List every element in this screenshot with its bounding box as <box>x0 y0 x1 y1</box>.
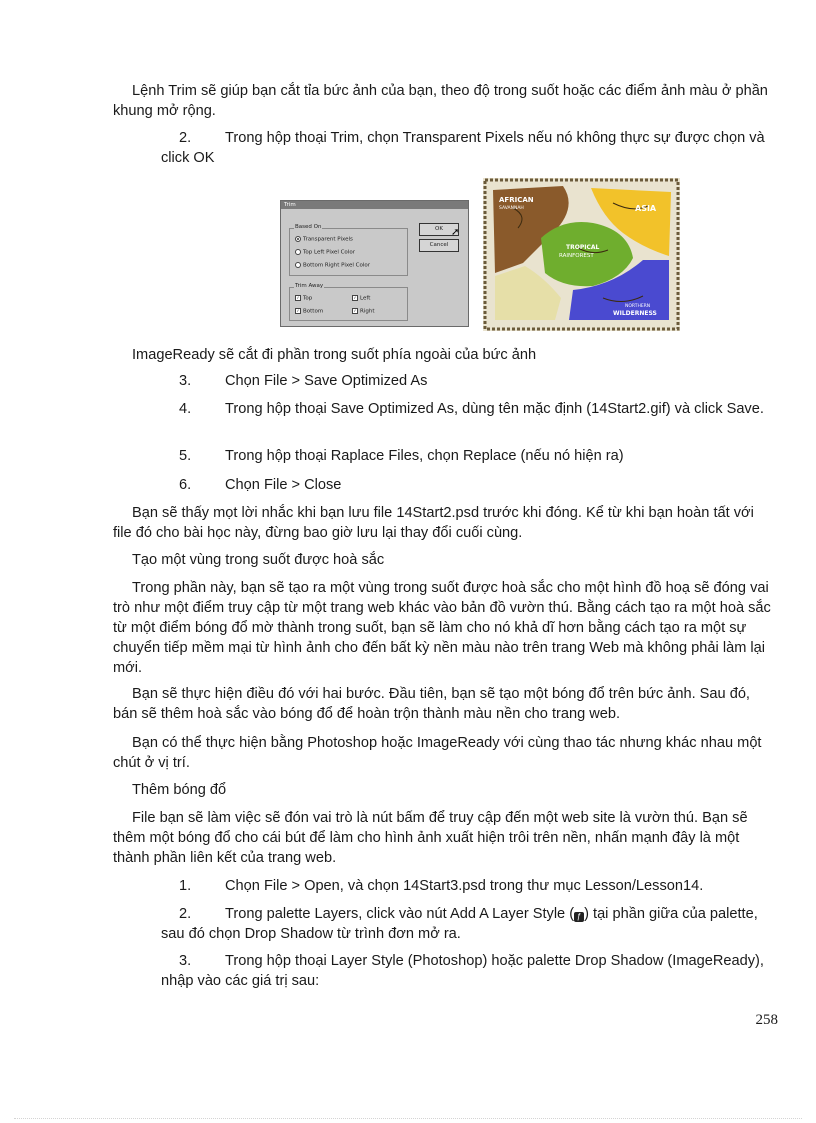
step-1-open: 1. Chọn File > Open, và chọn 14Start3.psd trong thư mục Lesson/Lesson14. <box>179 878 704 894</box>
radio-bottom-right-pixel[interactable]: Bottom Right Pixel Color <box>295 262 370 269</box>
section-heading-transparent: Tạo một vùng trong suốt được hoà sắc <box>132 552 385 568</box>
radio-icon <box>295 236 301 242</box>
map-label-savannah: SAVANNAH <box>499 206 524 211</box>
check-left[interactable]: ✓ Left <box>353 295 371 302</box>
map-label-tropical: TROPICAL <box>566 244 600 251</box>
cancel-button[interactable]: Cancel <box>419 239 459 252</box>
step-3-save-optimized: 3. Chọn File > Save Optimized As <box>179 373 428 389</box>
step-6-close: 6. Chọn File > Close <box>179 477 342 493</box>
map-label-rainforest: RAINFOREST <box>559 253 594 259</box>
radio-transparent-pixels[interactable]: Transparent Pixels <box>295 236 353 243</box>
warning-paragraph: Bạn sẽ thấy mọt lời nhắc khi bạn lưu file 14Start2.psd trước khi đóng. Kể từ khi bạn hoàn tất với file đó cho bài học này, đừng bao giờ lưu lại thay đổi cuối cùng. <box>113 505 754 541</box>
trim-dialog-title: Trim <box>281 201 468 209</box>
check-right[interactable]: ✓ Right <box>353 308 375 315</box>
checkbox-icon: ✓ <box>296 295 300 300</box>
ok-button[interactable]: OK ➚ <box>419 223 459 236</box>
intro-paragraph: Lệnh Trim sẽ giúp bạn cắt tỉa bức ảnh của bạn, theo độ trong suốt hoặc các điểm ảnh màu ở phần khung mở rộng. <box>113 83 768 119</box>
checkbox-icon: ✓ <box>296 308 300 313</box>
section-paragraph-2: Bạn sẽ thực hiện điều đó với hai bước. Đầu tiên, bạn sẽ tạo một bóng đổ trên bức ảnh. Sau đó, bán sẽ thêm hoà sắc vào bóng đổ để hoàn trộn thành màu nền cho trang web. <box>113 686 750 722</box>
map-label-wilderness: WILDERNESS <box>613 310 657 317</box>
checkbox-icon: ✓ <box>353 308 357 313</box>
map-label-african: AFRICAN <box>499 196 534 204</box>
section-paragraph-4: File bạn sẽ làm việc sẽ đón vai trò là nút bấm để truy cập đến một web site là vườn thú. Bạn sẽ thêm một bóng đổ cho cái bút để làm cho hình ảnh xuất hiện trôi trên nền, nhấn mạnh đây là một thành phần liên kết của trang web. <box>113 810 748 866</box>
page-number: 258 <box>755 1012 778 1028</box>
checkbox-icon: ✓ <box>353 295 357 300</box>
section-heading-drop-shadow: Thêm bóng đổ <box>132 782 227 798</box>
section-paragraph-3: Bạn có thể thực hiện bằng Photoshop hoặc ImageReady với cùng thao tác nhưng khác nhau một chút ở vị trí. <box>113 735 762 771</box>
step-2-trim: 2. Trong hộp thoại Trim, chọn Transparent Pixels nếu nó không thực sự được chọn và click OK <box>161 130 765 166</box>
image-caption: ImageReady sẽ cắt đi phần trong suốt phía ngoài của bức ảnh <box>132 347 537 363</box>
based-on-group: Based On Transparent Pixels Top Left Pixel Color Bottom Right Pixel Color <box>289 228 408 276</box>
step-3-layer-style: 3. Trong hộp thoại Layer Style (Photoshop) hoặc palette Drop Shadow (ImageReady), nhập vào các giá trị sau: <box>161 953 764 989</box>
bottom-divider <box>14 1118 802 1119</box>
zoo-map-illustration <box>483 178 680 331</box>
radio-icon <box>295 262 301 268</box>
layer-style-icon: ƒ <box>574 912 584 922</box>
radio-icon <box>295 249 301 255</box>
trim-dialog-screenshot <box>280 200 469 327</box>
step-2-layers: 2. Trong palette Layers, click vào nút Add A Layer Style ( ƒ ) tại phần giữa của palette, sau đó chọn Drop Shadow từ trình đơn mở ra. <box>161 906 758 942</box>
check-top[interactable]: ✓ Top <box>296 295 313 302</box>
step-4-save-dialog: 4. Trong hộp thoại Save Optimized As, dùng tên mặc định (14Start2.gif) và click Save. <box>179 401 764 417</box>
section-paragraph-1: Trong phần này, bạn sẽ tạo ra một vùng trong suốt được hoà sắc cho một hình đồ hoạ sẽ đóng vai trò như một điểm truy cập từ một trang web khác vào bản đồ vườn thú. Bằng cách tạo ra một hoà sắc từ một điểm bóng đổ mờ thành trong suốt, bạn sẽ làm cho nó khả dĩ hơn bằng cách tạo ra một sự chuyển tiếp mềm mại từ hình ảnh cho đến bất kỳ nền màu nào trên trang Web mà không phải làm lại mới. <box>113 580 771 676</box>
check-bottom[interactable]: ✓ Bottom <box>296 308 324 315</box>
radio-top-left-pixel[interactable]: Top Left Pixel Color <box>295 249 355 256</box>
map-label-northern: NORTHERN <box>625 304 651 309</box>
map-label-asia: ASIA <box>635 204 657 213</box>
trim-away-group: Trim Away ✓ Top ✓ Left ✓ Bottom ✓ Right <box>289 287 408 321</box>
mouse-cursor-icon: ➚ <box>451 227 460 238</box>
step-5-replace: 5. Trong hộp thoại Raplace Files, chọn Replace (nếu nó hiện ra) <box>179 448 624 464</box>
